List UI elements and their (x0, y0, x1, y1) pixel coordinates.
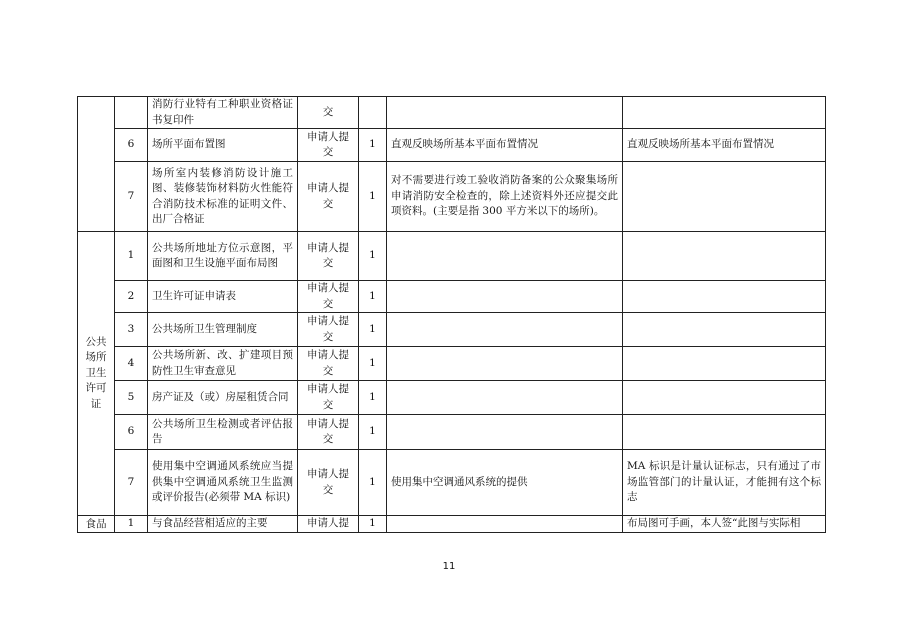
standard-cell (387, 347, 623, 381)
table-row (78, 232, 826, 281)
number-cell: 3 (115, 313, 148, 347)
materials-table (77, 96, 826, 533)
material-cell: 消防行业特有工种职业资格证书复印件 (148, 97, 298, 129)
number-cell: 6 (115, 129, 148, 162)
category-cell: 食品 (78, 516, 115, 533)
note-cell: 直观反映场所基本平面布置情况 (623, 129, 826, 162)
material-cell: 卫生许可证申请表 (148, 281, 298, 313)
standard-cell (387, 232, 623, 281)
source-cell: 申请人提交 (298, 232, 359, 281)
standard-cell (387, 313, 623, 347)
count-cell: 1 (359, 313, 387, 347)
note-cell (623, 232, 826, 281)
standard-cell: 直观反映场所基本平面布置情况 (387, 129, 623, 162)
material-cell: 场所室内装修消防设计施工图、装修装饰材料防火性能符合消防技术标准的证明文件、出厂合格证 (148, 162, 298, 232)
material-cell: 使用集中空调通风系统应当提供集中空调通风系统卫生监测或评价报告(必须带 MA 标识) (148, 450, 298, 516)
number-cell: 6 (115, 415, 148, 450)
page-number: 11 (442, 561, 456, 572)
table-row (78, 381, 826, 415)
table-row (78, 516, 826, 533)
count-cell: 1 (359, 381, 387, 415)
source-cell: 交 (298, 97, 359, 129)
standard-cell (387, 381, 623, 415)
standard-cell (387, 97, 623, 129)
table-row (78, 313, 826, 347)
table-row (78, 162, 826, 232)
source-cell: 申请人提交 (298, 347, 359, 381)
count-cell: 1 (359, 415, 387, 450)
standard-cell (387, 516, 623, 533)
note-cell: MA 标识是计量认证标志，只有通过了市场监管部门的计量认证，才能拥有这个标志 (623, 450, 826, 516)
note-cell (623, 97, 826, 129)
material-cell: 公共场所新、改、扩建项目预防性卫生审查意见 (148, 347, 298, 381)
table-row (78, 97, 826, 129)
table-row (78, 347, 826, 381)
standard-cell: 对不需要进行竣工验收消防备案的公众聚集场所申请消防安全检查的，除上述资料外还应提交此项资料。(主要是指 300 平方米以下的场所)。 (387, 162, 623, 232)
material-cell: 房产证及（或）房屋租赁合同 (148, 381, 298, 415)
count-cell: 1 (359, 232, 387, 281)
material-cell: 场所平面布置图 (148, 129, 298, 162)
table-row (78, 129, 826, 162)
count-cell: 1 (359, 450, 387, 516)
note-cell (623, 415, 826, 450)
standard-cell (387, 281, 623, 313)
material-cell: 与食品经营相适应的主要 (148, 516, 298, 533)
source-cell: 申请人提 (298, 516, 359, 533)
count-cell: 1 (359, 129, 387, 162)
count-cell: 1 (359, 162, 387, 232)
table-row (78, 450, 826, 516)
category-label: 公共场所卫生许可证 (85, 335, 107, 410)
note-cell (623, 162, 826, 232)
number-cell (115, 97, 148, 129)
source-cell: 申请人提交 (298, 129, 359, 162)
source-cell: 申请人提交 (298, 415, 359, 450)
number-cell: 1 (115, 516, 148, 533)
count-cell: 1 (359, 516, 387, 533)
standard-cell: 使用集中空调通风系统的提供 (387, 450, 623, 516)
note-cell: 布局图可手画，本人签“此图与实际相 (623, 516, 826, 533)
note-cell (623, 281, 826, 313)
source-cell: 申请人提交 (298, 313, 359, 347)
number-cell: 7 (115, 162, 148, 232)
standard-cell (387, 415, 623, 450)
count-cell (359, 97, 387, 129)
source-cell: 申请人提交 (298, 381, 359, 415)
count-cell: 1 (359, 347, 387, 381)
number-cell: 5 (115, 381, 148, 415)
category-cell (78, 232, 115, 516)
table-row (78, 415, 826, 450)
material-cell: 公共场所卫生管理制度 (148, 313, 298, 347)
source-cell: 申请人提交 (298, 450, 359, 516)
note-cell (623, 381, 826, 415)
note-cell (623, 313, 826, 347)
count-cell: 1 (359, 281, 387, 313)
table-row (78, 281, 826, 313)
source-cell: 申请人提交 (298, 281, 359, 313)
number-cell: 4 (115, 347, 148, 381)
number-cell: 1 (115, 232, 148, 281)
material-cell: 公共场所地址方位示意图，平面图和卫生设施平面布局图 (148, 232, 298, 281)
number-cell: 2 (115, 281, 148, 313)
source-cell: 申请人提交 (298, 162, 359, 232)
number-cell: 7 (115, 450, 148, 516)
category-cell (78, 97, 115, 232)
material-cell: 公共场所卫生检测或者评估报告 (148, 415, 298, 450)
note-cell (623, 347, 826, 381)
